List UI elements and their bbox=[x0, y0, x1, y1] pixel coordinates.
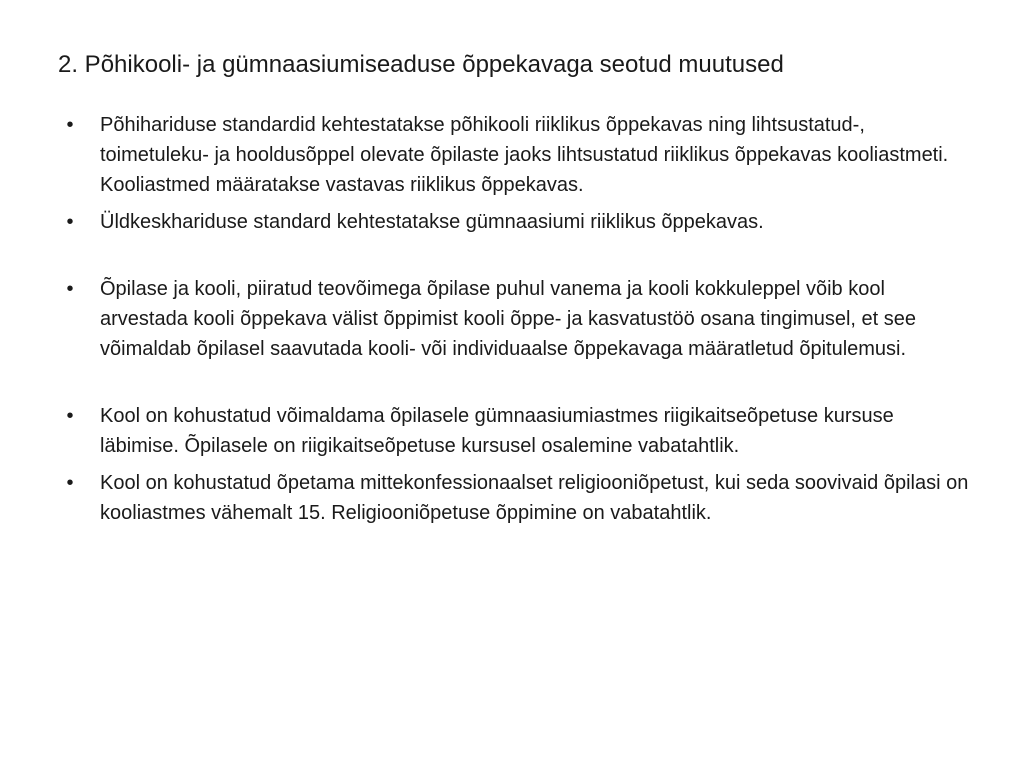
bullet-text-4: Kool on kohustatud võimaldama õpilasele gümnaasiumiastmes riigikaitseõpetuse kursuse läbimise. Õpilasele on riigikaitseõpetuse kursusel osalemine vabatahtlik. bbox=[100, 405, 894, 457]
bullet-dot-icon: • bbox=[66, 114, 74, 136]
bullet-item-1 bbox=[60, 110, 970, 200]
bullet-text-3: Õpilase ja kooli, piiratud teovõimega õpilase puhul vanema ja kooli kokkuleppel võib kool arvestada kooli õppekava välist õppimist kooli õppe- ja kasvatustöö osana tingimusel, et see võimaldab õpilasel saavutada kooli- või individuaalse õppekavaga määratletud õpitulemusi. bbox=[100, 278, 917, 360]
bullet-text-2: Üldkeskhariduse standard kehtestatakse gümnaasiumi riiklikus õppekavas. bbox=[100, 211, 764, 233]
bullet-list bbox=[60, 110, 970, 528]
bullet-item-4 bbox=[60, 401, 970, 461]
bullet-text-1: Põhihariduse standardid kehtestatakse põhikooli riiklikus õppekavas ning lihtsustatud-, toimetuleku- ja hooldusõppel olevate õpilaste jaoks lihtsustatud riiklikus õppekavas kooliastmeti. Kooliastmed määratakse vastavas riiklikus õppekavas. bbox=[100, 114, 949, 196]
bullet-item-3 bbox=[60, 274, 970, 364]
slide-title: 2. Põhikooli- ja gümnaasiumiseaduse õppekavaga seotud muutused bbox=[58, 51, 784, 78]
bullet-item-5 bbox=[60, 468, 970, 528]
bullet-text-5: Kool on kohustatud õpetama mittekonfessionaalset religiooniõpetust, kui seda soovivaid õpilasi on kooliastmes vähemalt 15. Religiooniõpetuse õppimine on vabatahtlik. bbox=[100, 472, 969, 524]
bullet-dot-icon: • bbox=[66, 405, 74, 427]
bullet-dot-icon: • bbox=[66, 472, 74, 494]
bullet-dot-icon: • bbox=[66, 211, 74, 233]
bullet-dot-icon: • bbox=[66, 278, 74, 300]
bullet-item-2 bbox=[60, 207, 970, 237]
